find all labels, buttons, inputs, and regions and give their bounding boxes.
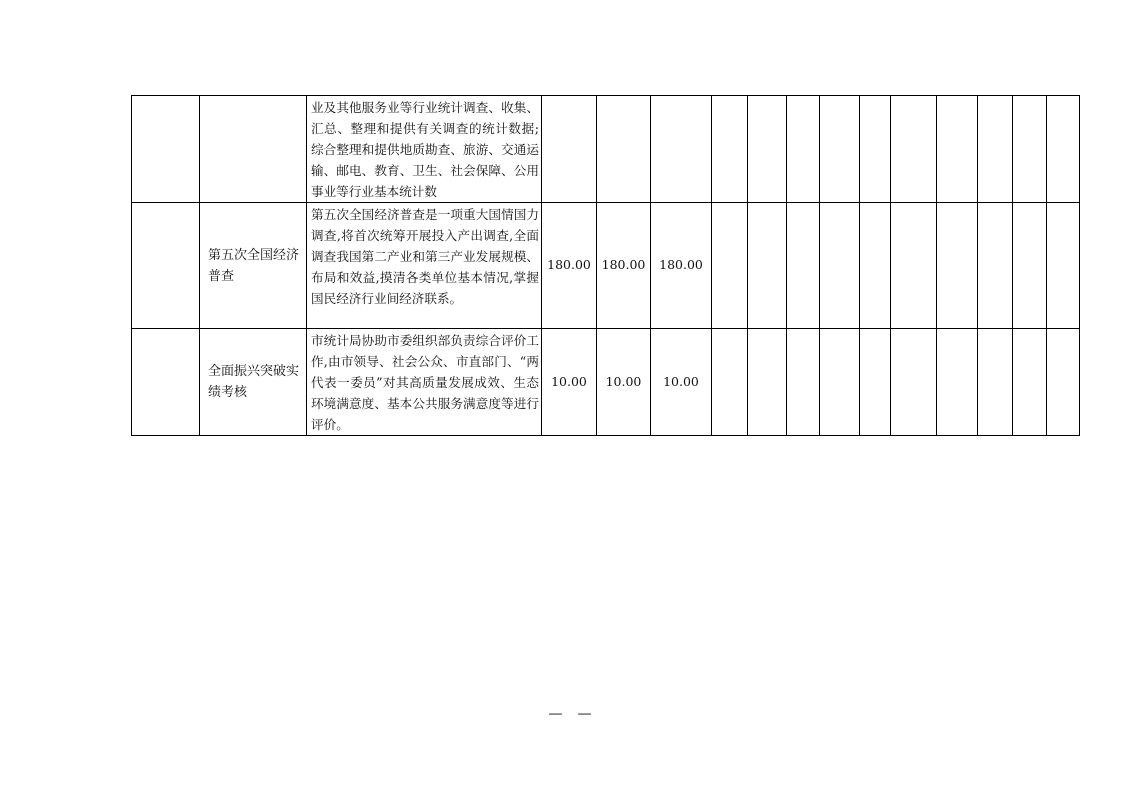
amount-cell: 10.00: [597, 329, 651, 436]
empty-cell: [712, 203, 748, 329]
empty-cell: [860, 329, 891, 436]
empty-cell: [712, 329, 748, 436]
empty-cell: [1013, 203, 1047, 329]
empty-cell: [860, 96, 891, 203]
project-description-cell: 业及其他服务业等行业统计调查、收集、汇总、整理和提供有关调查的统计数据;综合整理和提供地质勘查、旅游、交通运输、邮电、教育、卫生、社会保障、公用事业等行业基本统计数: [307, 96, 542, 203]
empty-cell: [787, 96, 820, 203]
empty-cell: [1047, 329, 1080, 436]
project-name-cell: 第五次全国经济普查: [200, 203, 307, 329]
project-description-cell: 市统计局协助市委组织部负责综合评价工作,由市领导、社会公众、市直部门、“两代表一委员”对其高质量发展成效、生态环境满意度、基本公共服务满意度等进行评价。: [307, 329, 542, 436]
budget-table: [131, 95, 1080, 436]
amount-cell: 180.00: [597, 203, 651, 329]
project-description-cell: 第五次全国经济普查是一项重大国情国力调查,将首次统筹开展投入产出调查,全面调查我国第二产业和第三产业发展规模、布局和效益,摸清各类单位基本情况,掌握国民经济行业间经济联系。: [307, 203, 542, 329]
empty-cell: [1047, 96, 1080, 203]
amount-cell: 10.00: [651, 329, 712, 436]
table-row: [132, 96, 1080, 203]
empty-cell: [978, 329, 1013, 436]
empty-cell: [891, 329, 937, 436]
table-row: [132, 203, 1080, 329]
page-number: — —: [548, 706, 594, 722]
empty-cell: [860, 203, 891, 329]
empty-cell: [1013, 329, 1047, 436]
table-row: [132, 329, 1080, 436]
empty-cell: [891, 203, 937, 329]
empty-cell: [1013, 96, 1047, 203]
empty-cell: [820, 329, 860, 436]
amount-cell: 180.00: [542, 203, 597, 329]
project-name-cell: 全面振兴突破实绩考核: [200, 329, 307, 436]
empty-cell: [748, 329, 787, 436]
amount-cell: 10.00: [542, 329, 597, 436]
empty-cell: [787, 203, 820, 329]
empty-cell: [937, 96, 978, 203]
empty-cell: [748, 96, 787, 203]
amount-cell: [651, 96, 712, 203]
empty-cell: [748, 203, 787, 329]
empty-cell: [1047, 203, 1080, 329]
category-cell: [132, 329, 200, 436]
amount-cell: [542, 96, 597, 203]
amount-cell: [597, 96, 651, 203]
empty-cell: [787, 329, 820, 436]
empty-cell: [937, 329, 978, 436]
empty-cell: [891, 96, 937, 203]
project-name-cell: [200, 96, 307, 203]
empty-cell: [978, 203, 1013, 329]
empty-cell: [820, 96, 860, 203]
empty-cell: [820, 203, 860, 329]
category-cell: [132, 96, 200, 203]
empty-cell: [937, 203, 978, 329]
empty-cell: [978, 96, 1013, 203]
amount-cell: 180.00: [651, 203, 712, 329]
category-cell: [132, 203, 200, 329]
empty-cell: [712, 96, 748, 203]
